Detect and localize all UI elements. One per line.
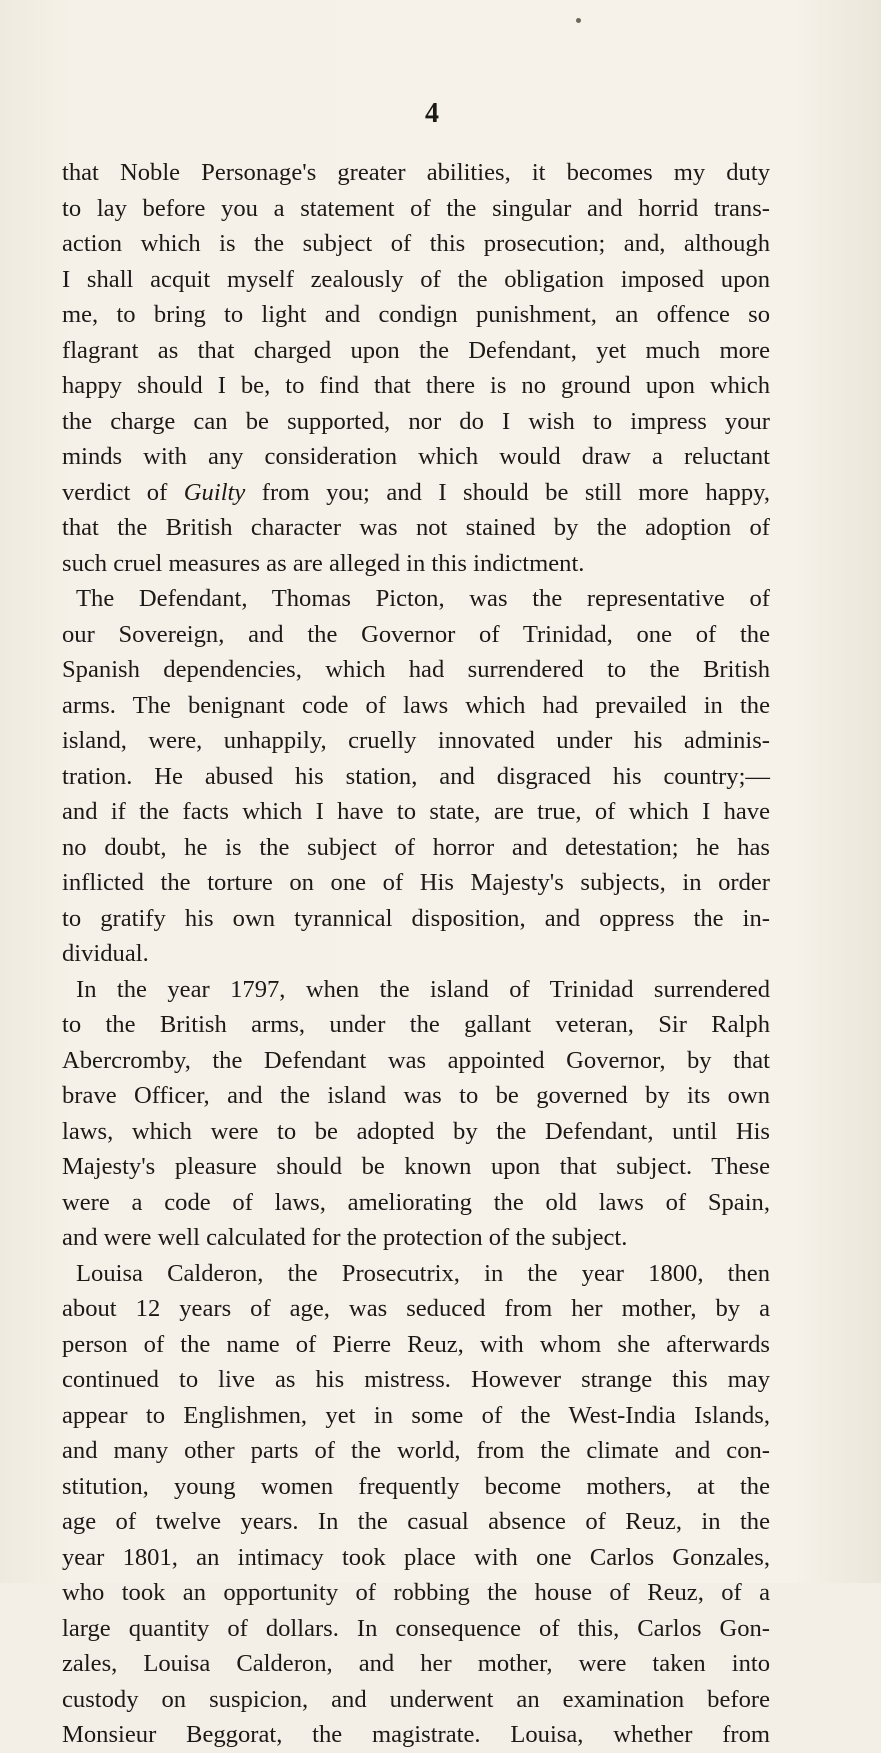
text-line: year 1801, an intimacy took place with one Carlos Gonzales, (62, 1543, 770, 1571)
text-line: laws, which were to be adopted by the Defendant, until His (62, 1117, 770, 1145)
text-line: Louisa Calderon, the Prosecutrix, in the year 1800, then (76, 1259, 770, 1287)
text-line: no doubt, he is the subject of horror and detestation; he has (62, 833, 770, 861)
text-line: age of twelve years. In the casual absence of Reuz, in the (62, 1508, 770, 1535)
text-line: me, to bring to light and condign punishment, an offence so (62, 301, 770, 328)
text-line: and if the facts which I have to state, are true, of which I have (62, 798, 770, 825)
text-line: Spanish dependencies, which had surrendered to the British (62, 656, 770, 683)
text-line: to gratify his own tyrannical disposition, and oppress the in- (62, 904, 770, 932)
text-line: continued to live as his mistress. However strange this may (62, 1366, 770, 1393)
text-line: and were well calculated for the protection of the subject. (62, 1224, 628, 1251)
text-line: happy should I be, to find that there is no ground upon which (62, 372, 770, 399)
text-line: dividual. (62, 940, 149, 967)
italic-word: Guilty (183, 478, 246, 506)
text-line: Monsieur Beggorat, the magistrate. Louisa, whether from (62, 1721, 770, 1748)
text-line: and many other parts of the world, from the climate and con- (62, 1437, 770, 1464)
text-line: who took an opportunity of robbing the house of Reuz, of a (62, 1579, 770, 1606)
text-line: The Defendant, Thomas Picton, was the representative of (76, 585, 770, 612)
text-line: about 12 years of age, was seduced from her mother, by a (62, 1295, 770, 1322)
text-line: were a code of laws, ameliorating the old laws of Spain, (62, 1188, 770, 1216)
text-line: custody on suspicion, and underwent an examination before (62, 1685, 770, 1713)
text-line: large quantity of dollars. In consequence of this, Carlos Gon- (62, 1614, 770, 1642)
text-line: such cruel measures as are alleged in this indictment. (62, 549, 585, 577)
text-line: verdict of Guilty from you; and I should be still more happy, (62, 478, 770, 506)
text-line: minds with any consideration which would draw a reluctant (62, 443, 770, 470)
text-line: island, were, unhappily, cruelly innovated under his adminis- (62, 727, 770, 754)
text-line: Majesty's pleasure should be known upon that subject. These (62, 1153, 770, 1180)
page-number: 4 (425, 98, 439, 129)
text-line: to lay before you a statement of the singular and horrid trans- (62, 194, 770, 222)
text-line: tration. He abused his station, and disgraced his country;— (62, 762, 770, 790)
ink-speck (576, 18, 581, 23)
text-line: person of the name of Pierre Reuz, with whom she afterwards (62, 1330, 770, 1358)
text-line: that Noble Personage's greater abilities, it becomes my duty (62, 159, 770, 186)
text-line: appear to Englishmen, yet in some of the West-India Islands, (62, 1401, 770, 1429)
text-line: I shall acquit myself zealously of the obligation imposed upon (62, 265, 770, 293)
text-line: that the British character was not stained by the adoption of (62, 514, 770, 541)
text-line: Abercromby, the Defendant was appointed Governor, by that (62, 1046, 770, 1074)
text-line: our Sovereign, and the Governor of Trinidad, one of the (62, 620, 770, 648)
text-line: inflicted the torture on one of His Majesty's subjects, in order (62, 869, 770, 896)
text-line: stitution, young women frequently become mothers, at the (62, 1472, 770, 1500)
text-line: zales, Louisa Calderon, and her mother, were taken into (62, 1650, 770, 1677)
text-line: to the British arms, under the gallant veteran, Sir Ralph (62, 1011, 770, 1038)
text-line: the charge can be supported, nor do I wish to impress your (62, 407, 770, 435)
text-line: brave Officer, and the island was to be governed by its own (62, 1082, 770, 1109)
text-line: In the year 1797, when the island of Trinidad surrendered (76, 975, 770, 1003)
body-text (62, 155, 770, 1753)
text-line: flagrant as that charged upon the Defendant, yet much more (62, 336, 770, 364)
text-line: arms. The benignant code of laws which had prevailed in the (62, 691, 770, 719)
text-line: action which is the subject of this prosecution; and, although (62, 230, 770, 257)
